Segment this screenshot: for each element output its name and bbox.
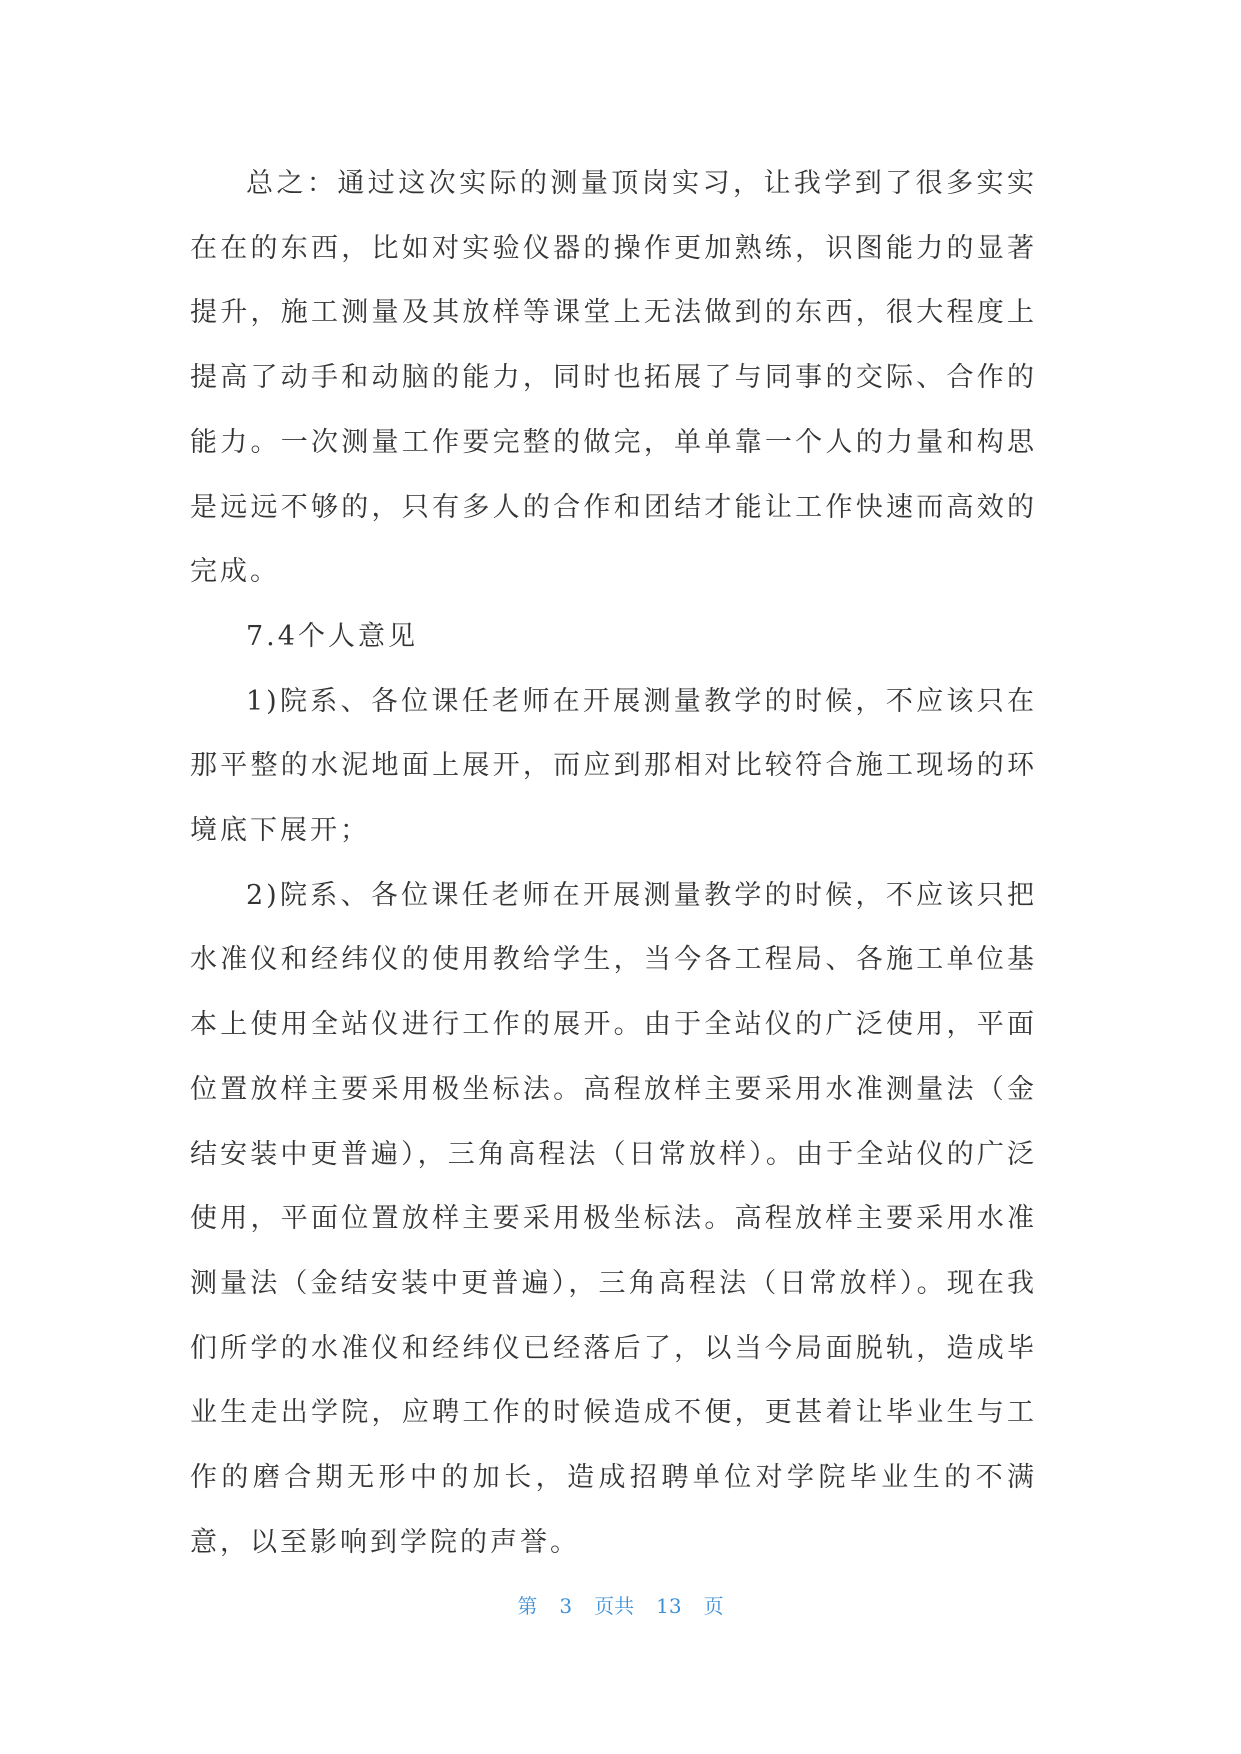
paragraph-opinion-2: 2)院系、各位课任老师在开展测量教学的时候，不应该只把水准仪和经纬仪的使用教给学生，当今各工程局、各施工单位基本上使用全站仪进行工作的展开。由于全站仪的广泛使用，平面位置放样主要采用极坐标法。高程放样主要采用水准测量法（金结安装中更普遍），三角高程法（日常放样）。由于全站仪的广泛使用，平面位置放样主要采用极坐标法。高程放样主要采用水准测量法（金结安装中更普遍），三角高程法（日常放样）。现在我们所学的水准仪和经纬仪已经落后了，以当今局面脱轨，造成毕业生走出学院，应聘工作的时候造成不便，更甚着让毕业生与工作的磨合期无形中的加长，造成招聘单位对学院毕业生的不满意，以至影响到学院的声誉。 xyxy=(190,879,1037,1558)
paragraph-opinion-1: 1)院系、各位课任老师在开展测量教学的时候，不应该只在那平整的水泥地面上展开，而应到那相对比较符合施工现场的环境底下展开； xyxy=(190,685,1037,847)
section-heading: 7.4个人意见 xyxy=(246,620,418,652)
paragraph-summary: 总之：通过这次实际的测量顶岗实习，让我学到了很多实实在在的东西，比如对实验仪器的操作更加熟练，识图能力的显著提升，施工测量及其放样等课堂上无法做到的东西，很大程度上提高了动手和动脑的能力，同时也拓展了与同事的交际、合作的能力。一次测量工作要完整的做完，单单靠一个人的力量和构思是远远不够的，只有多人的合作和团结才能让工作快速而高效的完成。 xyxy=(190,168,1037,588)
footer-middle: 页共 xyxy=(594,1594,635,1618)
page-footer xyxy=(0,1590,1241,1619)
document-body xyxy=(190,152,1037,1575)
current-page-number: 3 xyxy=(559,1594,573,1618)
total-page-count: 13 xyxy=(656,1594,682,1618)
footer-prefix: 第 xyxy=(517,1594,538,1618)
footer-suffix: 页 xyxy=(703,1594,724,1618)
